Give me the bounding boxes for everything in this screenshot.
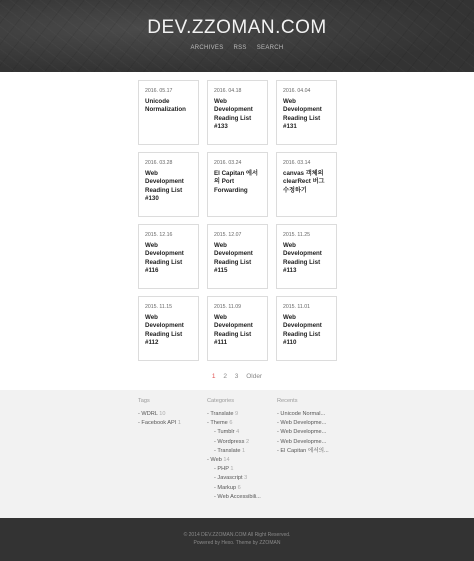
post-date: 2015. 12.16	[145, 232, 173, 238]
bullet-icon: -	[277, 420, 281, 427]
recent-post-link[interactable]: Web Developme...	[280, 438, 327, 445]
pagination	[0, 373, 474, 380]
recents-widget	[277, 398, 337, 456]
bullet-icon: -	[138, 411, 142, 417]
bullet-icon: -	[207, 420, 211, 427]
category-count: 3	[244, 475, 248, 482]
bullet-icon: -	[277, 411, 281, 417]
post-date: 2015. 11.09	[214, 304, 242, 310]
category-item	[207, 447, 261, 456]
tag-item	[138, 419, 181, 428]
recent-item	[277, 410, 337, 419]
bullet-icon: -	[277, 429, 281, 436]
post-card[interactable]	[276, 80, 337, 145]
categories-widget-title: Categories	[207, 398, 235, 404]
post-title[interactable]: Web Development Reading List #110	[283, 314, 322, 346]
bullet-icon: -	[214, 475, 218, 482]
post-card[interactable]	[207, 296, 268, 361]
category-link[interactable]: Markup	[217, 484, 237, 491]
post-date: 2015. 11.01	[283, 304, 311, 310]
category-count: 14	[223, 457, 230, 464]
category-link[interactable]: Javascript	[217, 475, 243, 482]
tag-link[interactable]: WDRL	[141, 411, 158, 417]
post-title[interactable]: Web Development Reading List #112	[145, 314, 184, 346]
main-nav	[0, 45, 474, 51]
post-card[interactable]	[138, 80, 199, 145]
powered-by-text: Powered by Hexo. Theme by ZZOMAN	[193, 540, 281, 546]
post-date: 2015. 11.15	[145, 304, 173, 310]
older-link[interactable]: Older	[246, 373, 263, 380]
tag-count: 1	[177, 420, 181, 427]
site-header	[0, 0, 474, 72]
category-item	[207, 410, 261, 419]
bullet-icon: -	[214, 466, 218, 473]
category-item	[207, 474, 261, 483]
post-date: 2016. 03.14	[283, 160, 311, 166]
post-title[interactable]: canvas 객체의 clearRect 버그 수정하기	[283, 170, 325, 194]
category-item	[207, 465, 261, 474]
category-item	[207, 438, 261, 447]
post-date: 2015. 11.25	[283, 232, 311, 238]
post-title[interactable]: Unicode Normalization	[145, 98, 186, 114]
recents-widget-title: Recents	[277, 398, 298, 404]
recent-item	[277, 428, 337, 437]
category-item	[207, 456, 261, 465]
site-footer	[0, 518, 474, 561]
category-count: 4	[236, 429, 240, 436]
post-date: 2015. 12.07	[214, 232, 242, 238]
post-title[interactable]: El Capitan 에서의 Port Forwarding	[214, 170, 258, 194]
category-link[interactable]: Translate	[210, 411, 234, 417]
nav-archives-link[interactable]: ARCHIVES	[190, 45, 224, 51]
copyright-text: © 2014 DEV.ZZOMAN.COM All Right Reserved.	[183, 532, 291, 538]
category-link[interactable]: Tumblr	[217, 429, 235, 436]
bullet-icon: -	[214, 447, 218, 454]
bullet-icon: -	[214, 493, 218, 500]
bullet-icon: -	[138, 420, 142, 427]
post-date: 2016. 03.24	[214, 160, 242, 166]
post-title[interactable]: Web Development Reading List #113	[283, 242, 322, 274]
bullet-icon: -	[277, 447, 281, 454]
recent-post-link[interactable]: El Capitan 에서의...	[280, 447, 329, 454]
bullet-icon: -	[207, 411, 211, 417]
tag-item	[138, 410, 181, 419]
post-card[interactable]	[276, 224, 337, 289]
nav-search-link[interactable]: SEARCH	[256, 45, 284, 51]
post-card[interactable]	[207, 152, 268, 217]
post-title[interactable]: Web Development Reading List #130	[145, 170, 184, 202]
category-list	[207, 410, 261, 502]
page-3-link[interactable]: 3	[234, 373, 239, 380]
page-1-link[interactable]: 1	[211, 373, 216, 380]
category-count: 2	[245, 438, 250, 445]
post-title[interactable]: Web Development Reading List #131	[283, 98, 322, 130]
tags-widget	[138, 398, 181, 428]
post-card[interactable]	[138, 296, 199, 361]
category-link[interactable]: PHP	[217, 466, 229, 473]
recent-post-link[interactable]: Unicode Normal...	[280, 411, 326, 417]
category-link[interactable]: Wordpress	[217, 438, 245, 445]
post-date: 2016. 05.17	[145, 88, 173, 94]
category-count: 1	[230, 466, 234, 473]
recent-post-link[interactable]: Web Developme...	[280, 429, 327, 436]
widget-area	[0, 390, 474, 518]
post-title[interactable]: Web Development Reading List #133	[214, 98, 253, 130]
category-link[interactable]: Web	[210, 457, 222, 464]
bullet-icon: -	[207, 457, 211, 464]
tags-widget-title: Tags	[138, 398, 150, 404]
bullet-icon: -	[214, 484, 218, 491]
post-title[interactable]: Web Development Reading List #111	[214, 314, 253, 346]
category-link[interactable]: Theme	[210, 420, 228, 427]
bullet-icon: -	[277, 438, 281, 445]
post-card[interactable]	[207, 224, 268, 289]
category-item	[207, 484, 261, 493]
bullet-icon: -	[214, 438, 218, 445]
post-card[interactable]	[276, 152, 337, 217]
site-title[interactable]: DEV.ZZOMAN.COM	[147, 17, 327, 38]
post-date: 2016. 04.04	[283, 88, 311, 94]
page-2-link[interactable]: 2	[223, 373, 227, 380]
category-item	[207, 419, 261, 428]
recent-item	[277, 419, 337, 428]
tag-count: 10	[159, 411, 166, 417]
post-grid	[138, 80, 337, 361]
post-title[interactable]: Web Development Reading List #116	[145, 242, 184, 274]
category-count: 6	[229, 420, 233, 427]
category-count: 9	[235, 411, 239, 417]
category-count: 6	[237, 484, 241, 491]
recent-post-link[interactable]: Web Developme...	[280, 420, 327, 427]
bullet-icon: -	[214, 429, 218, 436]
post-card[interactable]	[138, 152, 199, 217]
recent-item	[277, 438, 337, 447]
post-card[interactable]	[207, 80, 268, 145]
post-title[interactable]: Web Development Reading List #115	[214, 242, 253, 274]
post-date: 2016. 03.28	[145, 160, 173, 166]
category-item	[207, 493, 261, 502]
post-card[interactable]	[276, 296, 337, 361]
categories-widget	[207, 398, 261, 502]
category-link[interactable]: Translate	[217, 447, 241, 454]
category-link[interactable]: Web Accessibili...	[217, 493, 261, 500]
category-item	[207, 428, 261, 437]
category-count: 1	[242, 447, 246, 454]
tag-link[interactable]: Facebook API	[141, 420, 177, 427]
post-date: 2016. 04.18	[214, 88, 242, 94]
recent-item	[277, 447, 337, 456]
post-card[interactable]	[138, 224, 199, 289]
nav-rss-link[interactable]: RSS	[233, 45, 247, 51]
